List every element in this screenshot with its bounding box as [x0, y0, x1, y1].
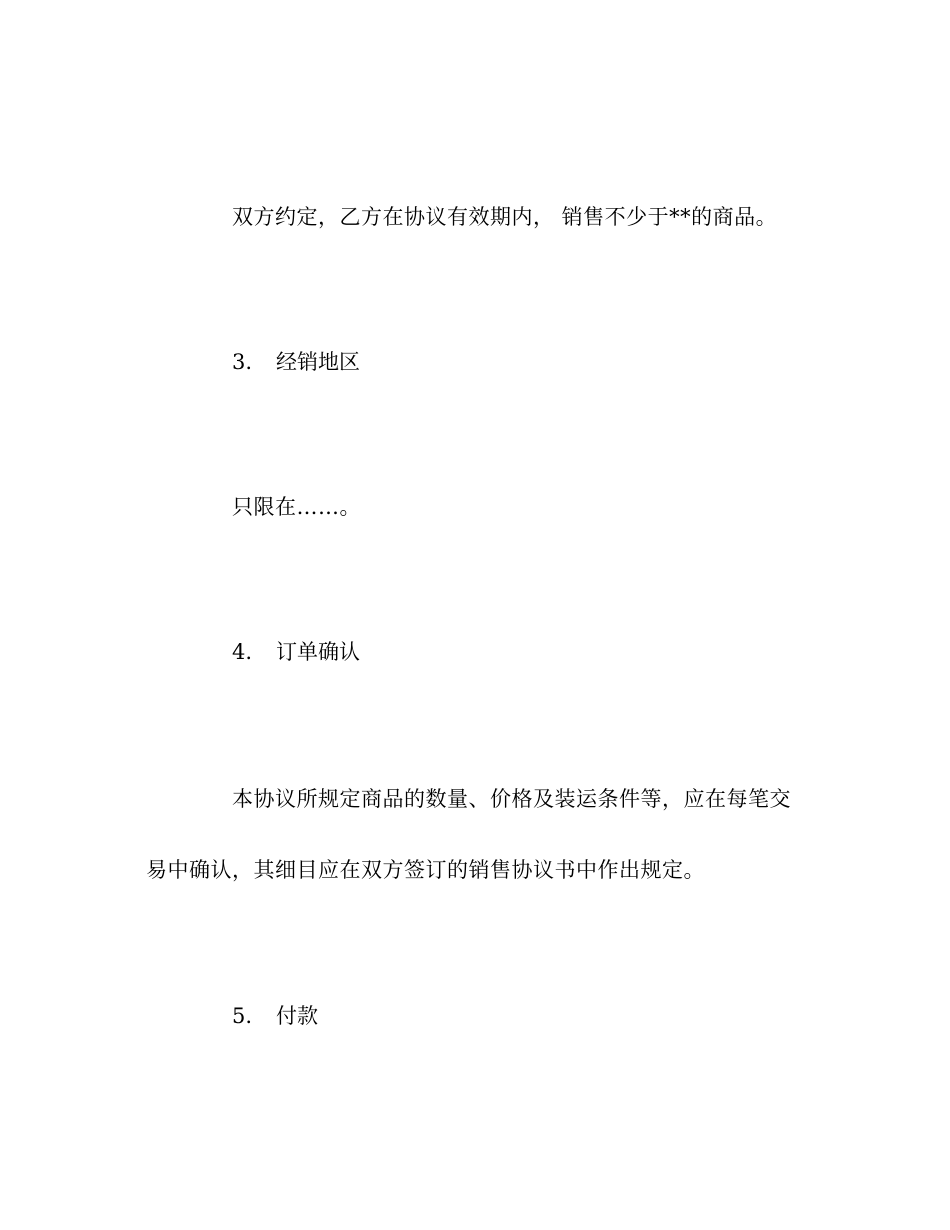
section-heading-sales-region: [232, 347, 360, 377]
section-title: 订单确认: [276, 640, 360, 664]
section-heading-order-confirmation: [232, 637, 360, 667]
paragraph-order-terms-line-2: 易中确认，其细目应在双方签订的销售协议书中作出规定。: [146, 858, 705, 882]
paragraph-sales-minimum: 双方约定，乙方在协议有效期内， 销售不少于**的商品。: [232, 205, 778, 229]
section-number: 4.: [232, 640, 253, 664]
paragraph-region-limit: 只限在……。: [232, 495, 361, 519]
section-heading-payment: [232, 1001, 318, 1031]
section-number: 5.: [232, 1004, 253, 1028]
section-title: 付款: [276, 1004, 318, 1028]
paragraph-order-terms-line-1: 本协议所规定商品的数量、价格及装运条件等，应在每笔交: [232, 787, 791, 811]
section-title: 经销地区: [276, 350, 360, 374]
section-number: 3.: [232, 350, 253, 374]
